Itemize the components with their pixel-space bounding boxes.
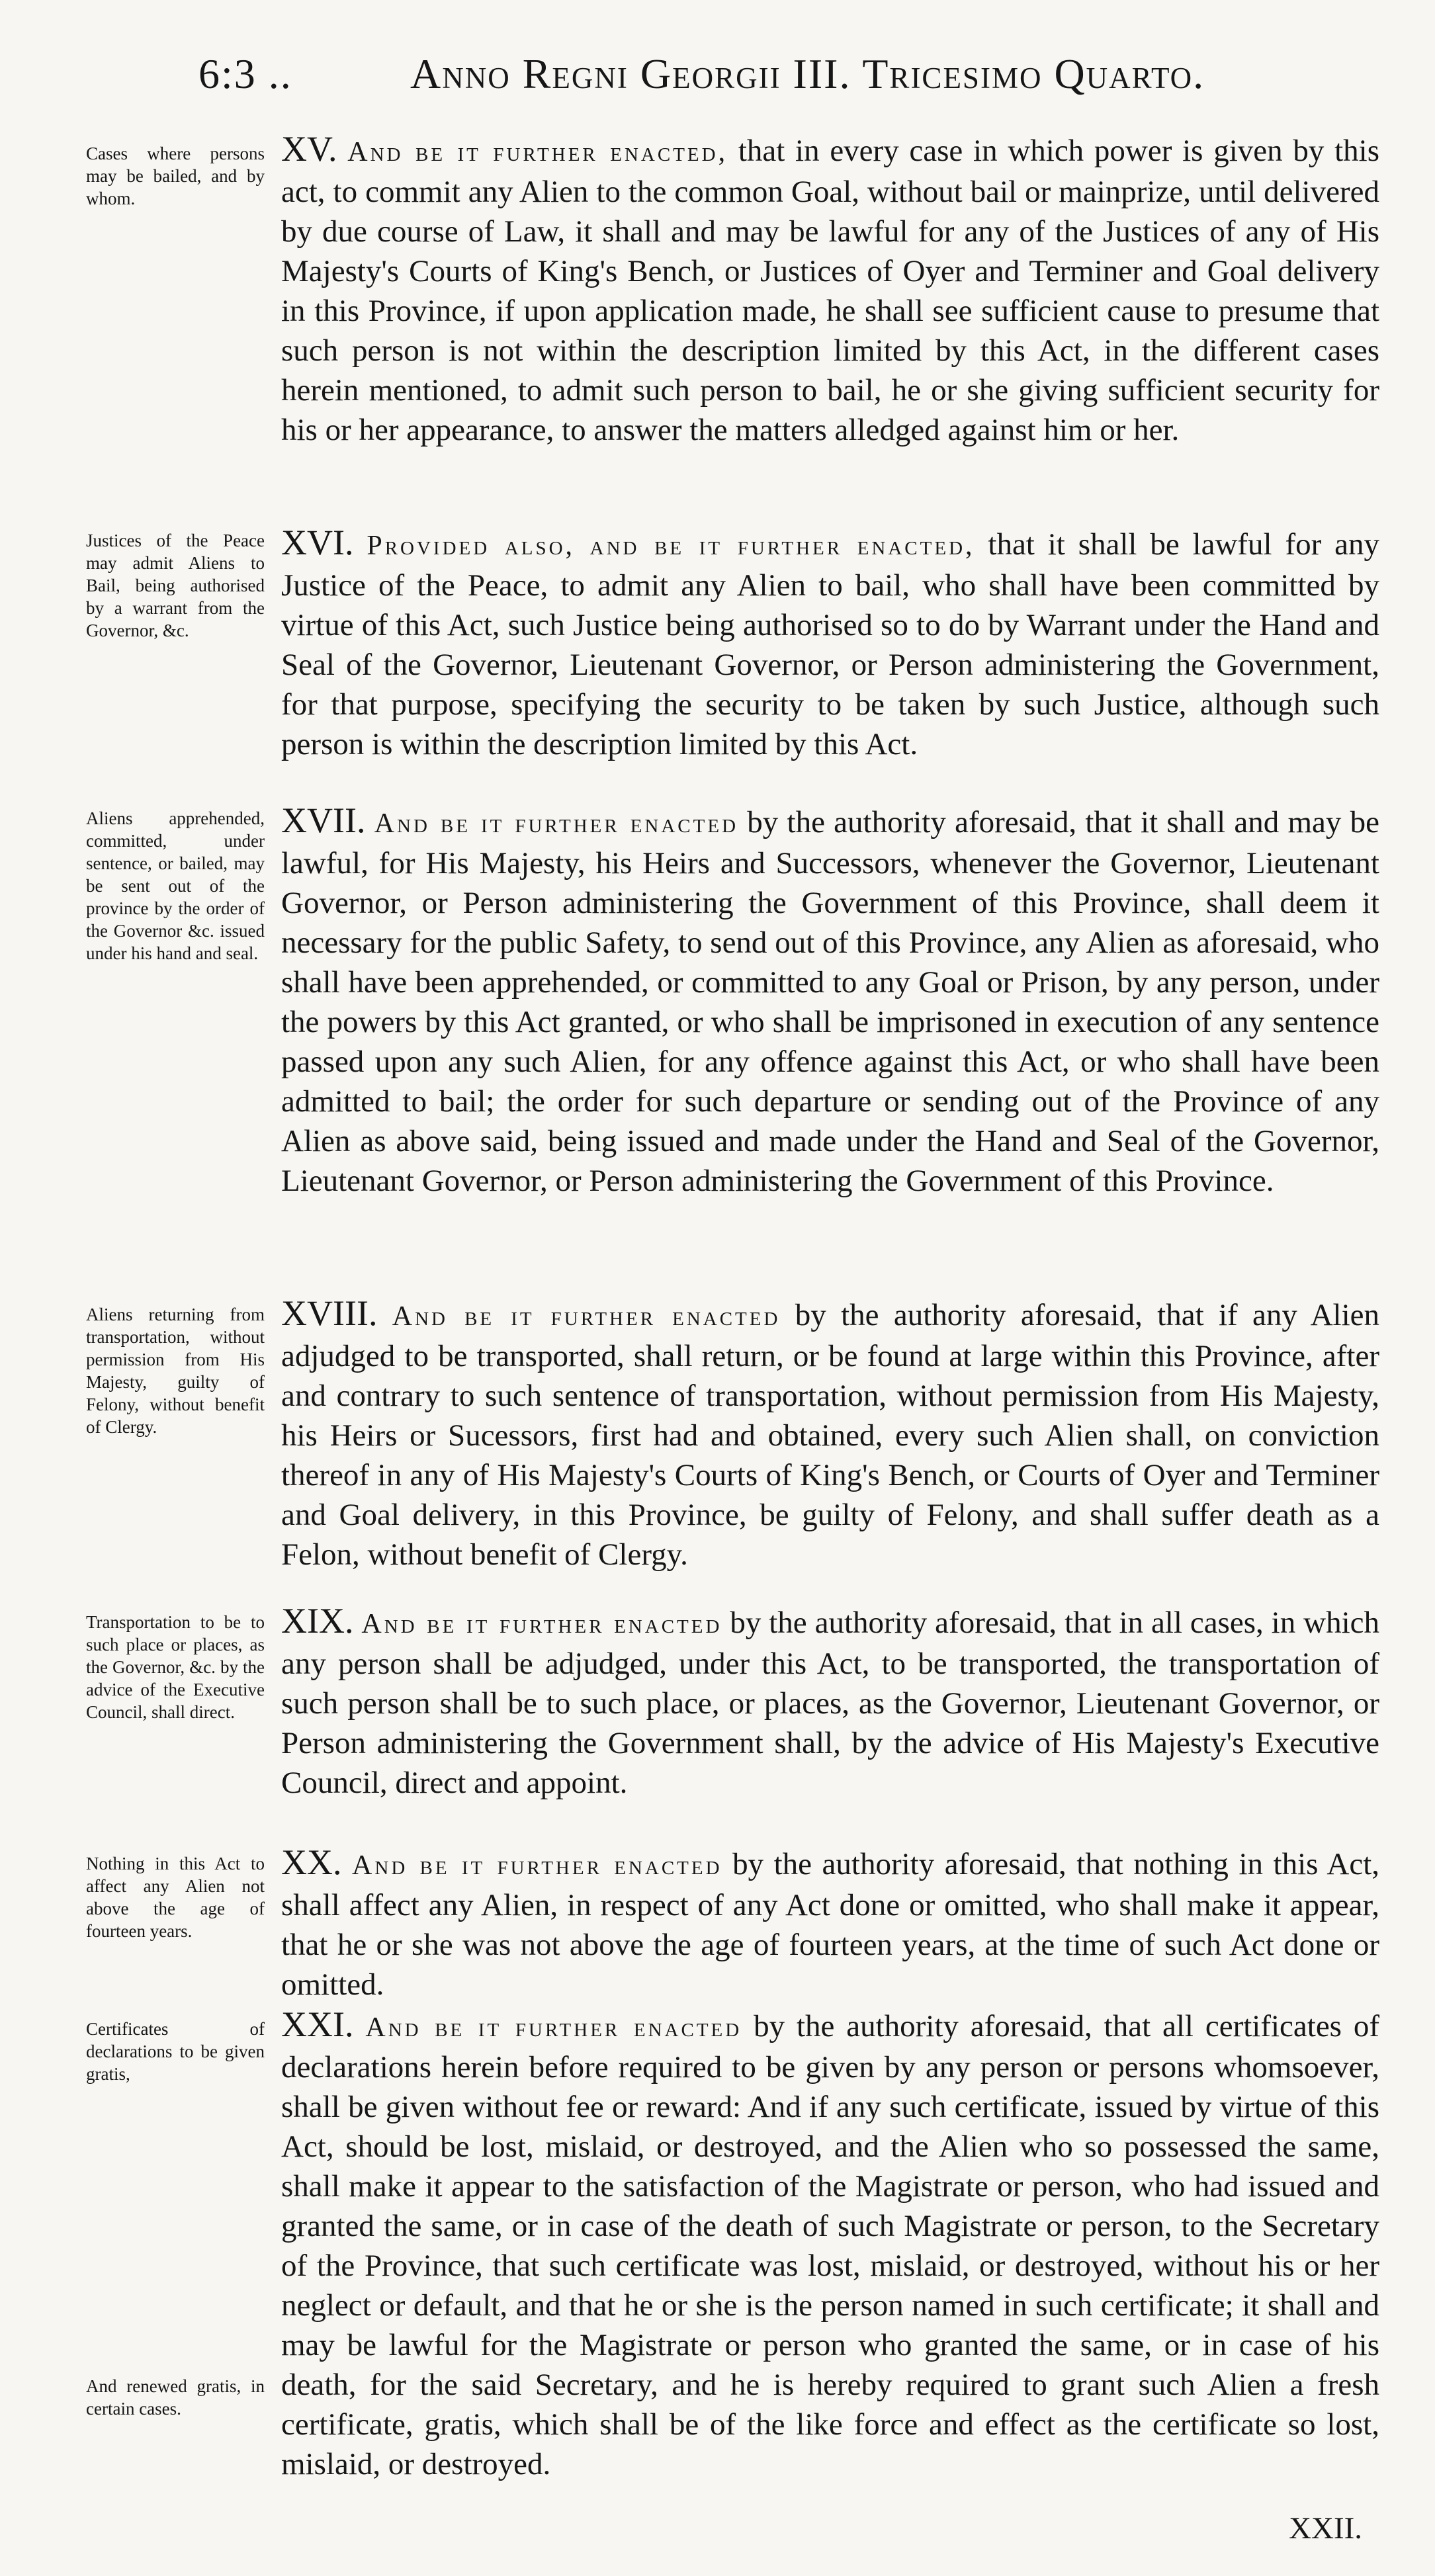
section-number: XXI.: [281, 2004, 354, 2044]
margin-note: Certificates of declarations to be given gratis,: [86, 2019, 265, 2084]
margin-note: Transportation to be to such place or places, as the Governor, &c. by the advice of the Executive Council, shall direct.: [86, 1612, 265, 1722]
section-body: by the authority aforesaid, that it shall and may be lawful, for His Majesty, his Heirs and Successors, whenever the Governor, Lieutenant Governor, or Person administering the Government of this Province, shall deem it necessary for the public Safety, to send out of this Province, any Alien as aforesaid, who shall have been apprehended, or committed to any Goal or Prison, by any person, under the powers by this Act granted, or who shall be imprisoned in execution of any sentence passed upon any such Alien, for any offence against this Act, or who shall have been admitted to bail; the order for such departure or sending out of the Province of any Alien as above said, being issued and made under the Hand and Seal of the Governor, Lieutenant Governor, or Person administering the Government of this Province.: [281, 805, 1380, 1198]
margin-note: Nothing in this Act to affect any Alien not above the age of fourteen years.: [86, 1854, 265, 1941]
section-text: [281, 1293, 1379, 1574]
section-body: by the authority aforesaid, that all certificates of declarations herein before required to be given by any person or persons whomsoever, shall be given without fee or reward: And if any such certificate, issued by virtue of this Act, should be lost, mislaid, or destroyed, and the Alien who so possessed the same, shall make it appear to the satisfaction of the Magistrate or person, who had issued and granted the same, or in case of the death of such Magistrate or person, to the Secretary of the Province, that such certificate was lost, mislaid, or destroyed, without his or her neglect or default, and that he or she is the person named in such certificate; it shall and may be lawful for the Magistrate or person who granted the same, or in case of his death, for the said Secretary, and he is hereby required to grant such Alien a fresh certificate, gratis, which shall be of the like force and effect as the certificate so lost, mislaid, or destroyed.: [281, 2009, 1379, 2481]
section-lead: Provided also, and be it further enacted,: [367, 531, 975, 561]
section-text: [281, 1601, 1379, 1803]
margin-note: Aliens returning from transportation, without permission from His Majesty, guilty of Felony, without benefit of Clergy.: [86, 1305, 265, 1437]
section-text: [281, 1842, 1379, 2004]
margin-note: Justices of the Peace may admit Aliens to Bail, being authorised by a warrant from the Governor, &c.: [86, 531, 265, 640]
margin-note: Cases where persons may be bailed, and by whom.: [86, 144, 265, 208]
section-body: by the authority aforesaid, that nothing in this Act, shall affect any Alien, in respect of any Act done or omitted, who shall make it appear, that he or she was not above the age of fourteen years, at the time of such Act done or omitted.: [281, 1847, 1379, 2002]
section-body: that in every case in which power is given by this act, to commit any Alien to the common Goal, without bail or mainprize, until delivered by due course of Law, it shall and may be lawful for any of the Justices of any of His Majesty's Courts of King's Bench, or Justices of Oyer and Terminer and Goal delivery in this Province, if upon application made, he shall see sufficient cause to presume that such person is not within the description limited by this Act, in the different cases herein mentioned, to admit such person to bail, he or she giving sufficient security for his or her appearance, to answer the matters alledged against him or her.: [281, 134, 1379, 447]
section-text: [281, 800, 1379, 1201]
section-lead: And be it further enacted: [365, 2012, 742, 2043]
section-text: [281, 523, 1379, 764]
page-number: 6:3 ..: [198, 50, 292, 97]
section-number: XV.: [281, 129, 337, 169]
section-lead: And be it further enacted: [361, 1609, 722, 1639]
section-lead: And be it further enacted: [352, 1850, 722, 1881]
section-body: by the authority aforesaid, that in all cases, in which any person shall be adjudged, under this Act, to be transported, the transportation of such person shall be to such place, or places, as the Governor, Lieutenant Governor, or Person administering the Government shall, by the advice of His Majesty's Executive Council, direct and appoint.: [281, 1606, 1380, 1800]
section-lead: And be it further enacted,: [347, 137, 728, 167]
section-number: XVIII.: [281, 1293, 378, 1333]
section-number: XVII.: [281, 800, 366, 840]
section-lead: And be it further enacted: [374, 808, 739, 839]
section-lead: And be it further enacted: [392, 1301, 781, 1332]
section-body: by the authority aforesaid, that if any Alien adjudged to be transported, shall return, or be found at large within this Province, after and contrary to such sentence of transportation, without permission from His Majesty, his Heirs or Sucessors, first had and obtained, every such Alien shall, on conviction thereof in any of His Majesty's Courts of King's Bench, or Courts of Oyer and Terminer and Goal delivery, in this Province, be guilty of Felony, and shall suffer death as a Felon, without benefit of Clergy.: [281, 1298, 1379, 1572]
margin-note: Aliens apprehended, committed, under sentence, or bailed, may be sent out of the province by the order of the Governor &c. issued under his hand and seal.: [86, 808, 265, 963]
catchword: XXII.: [1289, 2511, 1362, 2546]
running-head: Anno Regni Georgii III. Tricesimo Quarto.: [410, 50, 1205, 97]
section-number: XIX.: [281, 1601, 354, 1641]
section-body: that it shall be lawful for any Justice of the Peace, to admit any Alien to bail, who shall have been committed by virtue of this Act, such Justice being authorised so to do by Warrant under the Hand and Seal of the Governor, Lieutenant Governor, or Person administering the Government, for that purpose, specifying the security to be taken by such Justice, although such person is within the description limited by this Act.: [281, 527, 1379, 761]
section-number: XX.: [281, 1842, 342, 1882]
section-text: [281, 129, 1379, 450]
section-text: [281, 2004, 1379, 2484]
section-number: XVI.: [281, 523, 354, 562]
margin-note-secondary: And renewed gratis, in certain cases.: [86, 2376, 265, 2419]
